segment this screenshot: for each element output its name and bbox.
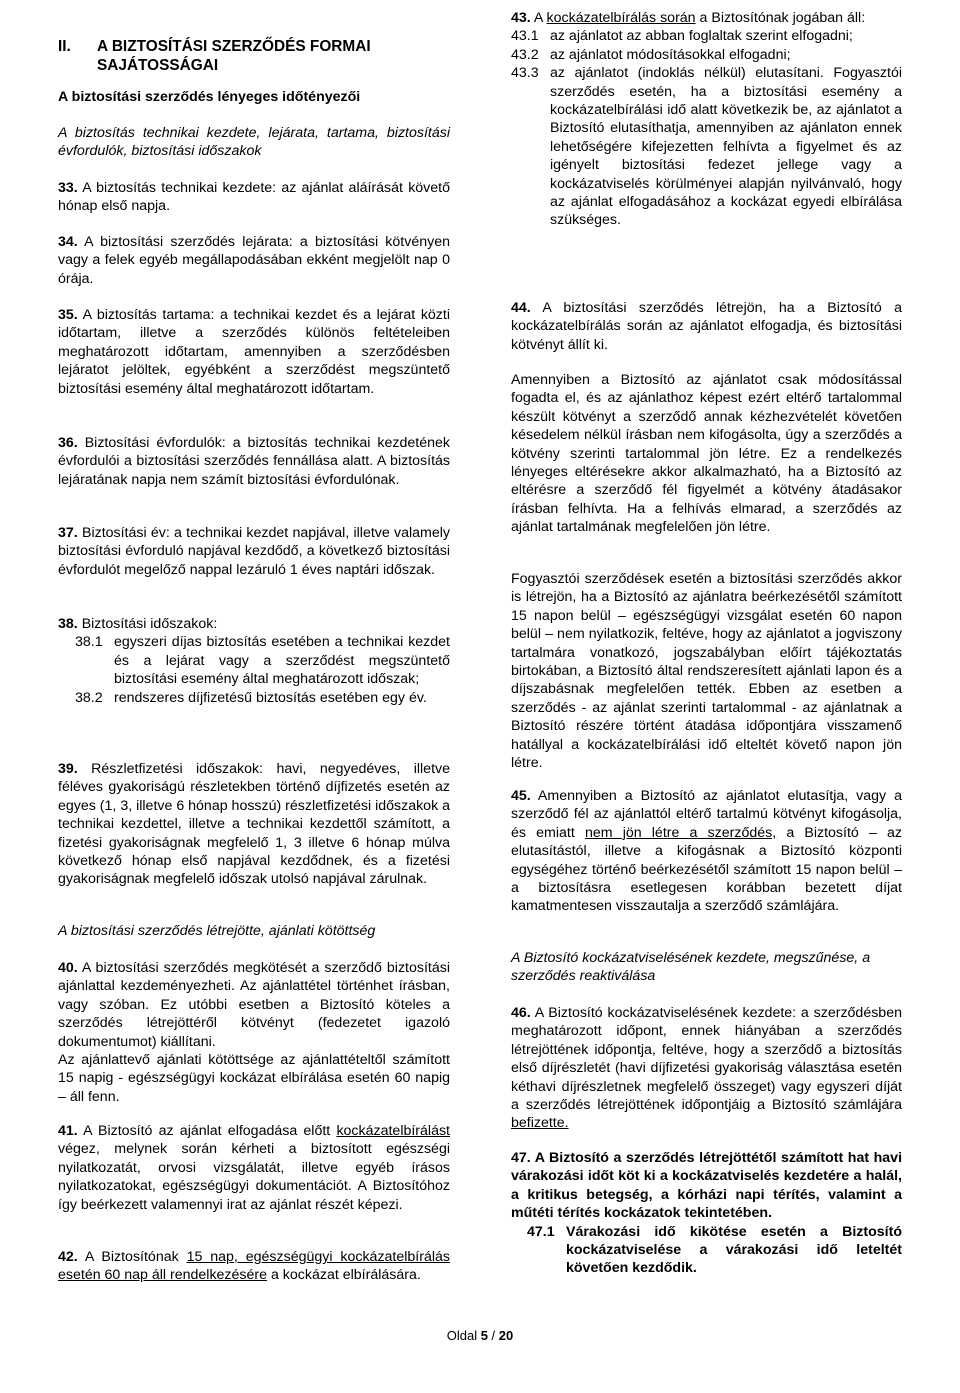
paragraph-number: 44. bbox=[511, 300, 531, 316]
paragraph-43: 43. A kockázatelbírálás során a Biztosítónak jogában áll: 43.1 az ajánlatot az abban foglaltak szerint elfogadni; 43.2 az ajánlatot módosításokkal elfogadni; 43.3 az ajánlatot (indoklás nélkül) elutasítani. Fogyasztói szerződés esetén, ha a biztosítási esemény a kockázatelbírálási idő alatt következik be, az ajánlatot a Biztosító elutasíthatja, amennyiben az ajánlaton ennek lehetőségére kifejezetten felhívta a figyelmet és az igényelt biztosítási fedezet jellege vagy a kockázatviselés körülményei alapján nyilvánvaló, hogy az ajánlat elfogadásához a kockázat egyedi elbírálása szükséges. bbox=[511, 10, 902, 229]
paragraph-45: 45. Amennyiben a Biztosító az ajánlatot elutasítja, vagy a szerződő fél az ajánlattól eltérő tartalmú kötvényt kifogásolja, és emiatt nem jön létre a szerződés, a Biztosító – az elutasítástól, illetve a kifogásnak a Biztosító központi egységéhez történő beérkezésétől számított 15 napon belül – a biztosításra esetlegesen korábban bezetett díjat kamatmentesen visszautalja a szerződő számlájára. bbox=[511, 788, 902, 915]
paragraph-number: 37. bbox=[58, 525, 78, 541]
current-page: 5 bbox=[480, 1328, 488, 1343]
paragraph-44-text-2: Amennyiben a Biztosító az ajánlatot csak módosítással fogadta el, és az ajánlathoz képest ezért eltérő tartalommal készült kötvényt a szerződő annak kézhezvételét követően késedelem nélkül írásban nem kifogásolta, úgy a szerződés a kötvény szerinti tartalommal jön létre. Ez a rendelkezés lényeges eltérésekre akkor alkalmazható, ha a Biztosító az eltérésre a szerződő fél figyelmét a kötvény átadásakor írásban felhívta. Ha a felhívás elmarad, a szerződés az ajánlat tartalmának megfelelően jön létre. bbox=[511, 372, 902, 536]
paragraph-number: 39. bbox=[58, 761, 78, 777]
page-footer: Oldal 5 / 20 bbox=[446, 1328, 514, 1343]
section-title-line1: A BIZTOSÍTÁSI SZERZŐDÉS FORMAI bbox=[97, 38, 371, 55]
paragraph-41: 41. A Biztosító az ajánlat elfogadása előtt kockázatelbírálást végez, melynek során kérheti a biztosított egészségi nyilatkozatát, orvosi vizsgálatát, illetve egyéb írásos nyilatkozatokat, egészségügyi dokumentációt. A Biztosítóhoz így beérkezett valamennyi irat az ajánlat részét képezi. bbox=[58, 1123, 450, 1213]
paragraph-number: 34. bbox=[58, 234, 78, 250]
paragraph-text: A Biztosító a szerződés létrejöttétől számított hat havi várakozási időt köt ki a kockázatviselés kezdetére a halál, a kritikus betegség, a kórházi napi térítés, valamint a műtéti térítés kockázatok tekintetében. bbox=[511, 1150, 903, 1222]
italic-intro: A biztosítás technikai kezdete, lejárata, tartama, biztosítási évfordulók, biztosítási időszakok bbox=[58, 125, 450, 160]
paragraph-number: 38. bbox=[58, 616, 78, 632]
paragraph-number: 46. bbox=[511, 1005, 531, 1021]
paragraph-number: 47. bbox=[511, 1150, 531, 1166]
paragraph-33 bbox=[58, 179, 450, 216]
paragraph-39 bbox=[58, 760, 450, 889]
paragraph-46: 46. A Biztosító kockázatviselésének kezdete: a szerződésben meghatározott időpont, ennek hiányában a szerződés létrejöttének időpontja, feltéve, hogy a szerződő a biztosítás első díjrészletét (havi díjfizetési gyakoriság választása esetén kéthavi díjrészletnek megfelelő összeget) vagy egyszeri díját a szerződés létrejöttének időpontjáig a Biztosító számlájára befizette. bbox=[511, 1005, 902, 1132]
underlined-text: befizette. bbox=[511, 1115, 569, 1132]
paragraph-number: 43. bbox=[511, 10, 531, 26]
paragraph-number: 40. bbox=[58, 960, 78, 976]
paragraph-number: 36. bbox=[58, 435, 78, 451]
paragraph-text: Biztosítási időszakok: bbox=[81, 616, 218, 632]
paragraph-36 bbox=[58, 434, 450, 489]
paragraph-text: A biztosítási szerződés lejárata: a biztosítási kötvényen vagy a felek egyéb megállapodásában ekként megjelölt nap 0 órája. bbox=[58, 234, 450, 287]
underlined-text: 15 nap, egészségügyi kockázatelbírálás esetén 60 nap áll rendelkezésére bbox=[58, 1249, 450, 1284]
paragraph-42: 42. A Biztosítónak 15 nap, egészségügyi kockázatelbírálás esetén 60 nap áll rendelkezésére a kockázat elbírálására. bbox=[58, 1249, 450, 1284]
list-item-43-1: 43.1 az ajánlatot az abban foglaltak szerint elfogadni; bbox=[511, 28, 853, 45]
paragraph-number: 41. bbox=[58, 1123, 78, 1139]
paragraph-37 bbox=[58, 524, 450, 579]
subsection-title: A biztosítási szerződés lényeges időtényezői bbox=[58, 89, 361, 105]
paragraph-number: 35. bbox=[58, 307, 78, 323]
paragraph-number: 33. bbox=[58, 180, 78, 196]
paragraph-text: Biztosítási év: a technikai kezdet napjával, illetve valamely biztosítási évforduló napjával kezdődő, a következő biztosítási évfordulót megelőző nappal lezáruló 1 éves naptári időszak. bbox=[58, 525, 450, 578]
total-pages: 20 bbox=[498, 1328, 514, 1343]
italic-heading-risk: A Biztosító kockázatviselésének kezdete, megszűnése, a szerződés reaktiválása bbox=[511, 950, 871, 985]
italic-heading-contract: A biztosítási szerződés létrejötte, ajánlati kötöttség bbox=[58, 923, 376, 939]
list-item-43-3: 43.3 az ajánlatot (indoklás nélkül) elutasítani. Fogyasztói szerződés esetén, ha a biztosítási esemény a kockázatelbírálási idő alatt következik be, az ajánlatot a Biztosító elutasíthatja, amennyiben az ajánlaton ennek lehetőségére kifejezetten felhívta a figyelmet és az igényelt biztosítási fedezet jellege vagy a kockázatviselés körülményei alapján nyilvánvaló, hogy az ajánlat elfogadásához a kockázat egyedi elbírálása szükséges. bbox=[511, 65, 902, 229]
paragraph-text: Biztosítási évfordulók: a biztosítás technikai kezdetének évfordulói a biztosítási szerződés fennállása alatt. A biztosítás lejáratának napja nem számít biztosítási évfordulónak. bbox=[58, 435, 450, 488]
underlined-text: nem jön létre a szerződés, bbox=[584, 824, 777, 841]
paragraph-34 bbox=[58, 233, 450, 288]
paragraph-text: A biztosítás technikai kezdete: az ajánlat aláírását követő hónap első napja. bbox=[58, 180, 450, 215]
paragraph-text-2: Az ajánlattevő ajánlati kötöttsége az ajánlattételtől számított 15 napig - egészségügyi kockázat elbírálása esetén 60 napig – áll fenn. bbox=[58, 1052, 450, 1105]
section-number: II. bbox=[58, 38, 71, 55]
underlined-text: kockázatelbírálás során bbox=[546, 10, 696, 26]
paragraph-38 bbox=[58, 615, 450, 707]
paragraph-text: Részletfizetési időszakok: havi, negyedéves, illetve féléves gyakoriságú részletekben történő díjfizetés esetén az egyes (1, 3, illetve 6 hónap hosszú) részletfizetési időszakok a technikai kezdettel, illetve a technikai kezdettől számított, a fizetési gyakoriságnak megfelelő 1, 3 illetve 6 hónap múlva következő hónap első napjával kezdődnek, és a fizetési gyakoriságnak megfelelő időszak utolsó napjával zárulnak. bbox=[58, 761, 450, 888]
paragraph-47 bbox=[511, 1149, 902, 1278]
list-item-43-2: 43.2 az ajánlatot módosításokkal elfogadni; bbox=[511, 46, 791, 63]
list-item-38-2: 38.2 rendszeres díjfizetésű biztosítás esetében egy év. bbox=[75, 689, 427, 706]
paragraph-44 bbox=[511, 299, 902, 354]
paragraph-text: A biztosítási szerződés megkötését a szerződő biztosítási ajánlattal kezdeményezheti. Az ajánlattétel történhet írásban, vagy szóban. Ez utóbbi esetben a Biztosító köteles a szerződés létrejöttéről kötvényt (fedezetet igazoló dokumentumot) kiállítani. bbox=[58, 960, 450, 1050]
paragraph-text: A biztosítási szerződés létrejön, ha a Biztosító a kockázatelbírálás során az ajánlatot elfogadja, és biztosítási kötvényt állít ki. bbox=[511, 300, 902, 353]
paragraph-44-text-3: Fogyasztói szerződések esetén a biztosítási szerződés akkor is létrejön, ha a Biztosító az ajánlatra beérkezésétől számított 15 napon belül – egészségügyi vizsgálat esetén 60 napon belül – nem nyilatkozik, feltéve, hogy az ajánlatot a jogviszony tartalmára vonatkozó, jogszabályban előírt tájékoztatás birtokában, a Biztosító által rendszeresített ajánlati lapon és a díjszabásnak megfelelően tették. Ebben az esetben a szerződés - az ajánlat szerinti tartalommal - az ajánlatnak a Biztosító részére történt átadása időpontjára visszamenő hatállyal a kockázatelbírálási idő elteltét követő napon jön létre. bbox=[511, 571, 902, 772]
list-item-38-1: 38.1 egyszeri díjas biztosítás esetében a technikai kezdet és a lejárat vagy a szerződést megszüntető biztosítási esemény által meghatározott időszak; bbox=[75, 634, 450, 688]
section-title bbox=[58, 37, 450, 75]
underlined-text: kockázatelbírálást bbox=[336, 1123, 450, 1139]
paragraph-number: 45. bbox=[511, 788, 531, 804]
list-item-47-1: 47.1 Várakozási idő kikötése esetén a Biztosító kockázatviselése a várakozási idő leteltét követően kezdődik. bbox=[527, 1223, 902, 1277]
section-title-line2: SAJÁTOSSÁGAI bbox=[97, 57, 219, 74]
paragraph-40 bbox=[58, 959, 450, 1106]
paragraph-35 bbox=[58, 306, 450, 398]
paragraph-number: 42. bbox=[58, 1249, 78, 1265]
paragraph-text: A biztosítás tartama: a technikai kezdet és a lejárat közti időtartam, illetve a szerződés különös feltételeiben meghatározott időtartam, amennyiben a szerződésben lejáratot jelöltek, egyébként a szerződést megszüntető biztosítási esemény által meghatározott időtartam. bbox=[58, 307, 450, 397]
